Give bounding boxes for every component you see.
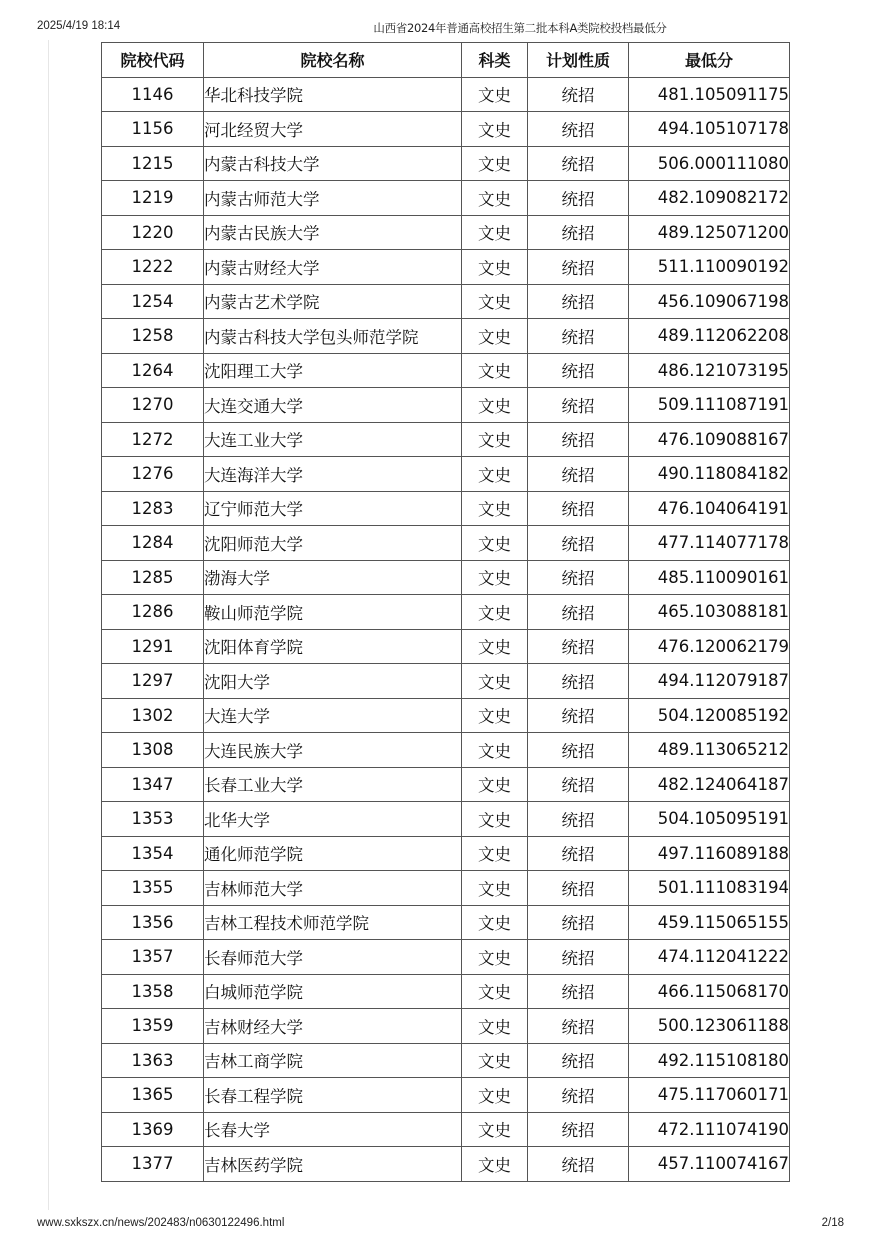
cell-name: 白城师范学院 xyxy=(204,974,462,1009)
cell-plan: 统招 xyxy=(528,388,629,423)
table-row xyxy=(102,560,790,595)
table-row xyxy=(102,250,790,285)
cell-plan: 统招 xyxy=(528,181,629,216)
cell-score: 466.115068170 xyxy=(629,974,790,1009)
table-row xyxy=(102,1009,790,1044)
cell-name: 大连民族大学 xyxy=(204,733,462,768)
cell-category: 文史 xyxy=(462,664,528,699)
cell-category: 文史 xyxy=(462,112,528,147)
cell-code: 1254 xyxy=(102,284,204,319)
cell-plan: 统招 xyxy=(528,1147,629,1182)
cell-name: 长春工程学院 xyxy=(204,1078,462,1113)
cell-category: 文史 xyxy=(462,595,528,630)
cell-score: 511.110090192 xyxy=(629,250,790,285)
cell-code: 1363 xyxy=(102,1043,204,1078)
cell-code: 1146 xyxy=(102,77,204,112)
cell-code: 1347 xyxy=(102,767,204,802)
table-row xyxy=(102,1112,790,1147)
cell-name: 通化师范学院 xyxy=(204,836,462,871)
cell-score: 476.120062179 xyxy=(629,629,790,664)
cell-category: 文史 xyxy=(462,1147,528,1182)
cell-plan: 统招 xyxy=(528,664,629,699)
table-row xyxy=(102,112,790,147)
margin-divider xyxy=(48,40,49,1210)
cell-category: 文史 xyxy=(462,388,528,423)
table-row xyxy=(102,215,790,250)
column-header-category: 科类 xyxy=(462,43,528,78)
cell-score: 476.109088167 xyxy=(629,422,790,457)
table-row xyxy=(102,457,790,492)
cell-category: 文史 xyxy=(462,353,528,388)
table-row xyxy=(102,595,790,630)
cell-plan: 统招 xyxy=(528,77,629,112)
cell-plan: 统招 xyxy=(528,250,629,285)
table-row xyxy=(102,181,790,216)
cell-category: 文史 xyxy=(462,871,528,906)
cell-plan: 统招 xyxy=(528,1112,629,1147)
cell-code: 1354 xyxy=(102,836,204,871)
cell-name: 长春工业大学 xyxy=(204,767,462,802)
cell-code: 1297 xyxy=(102,664,204,699)
cell-code: 1356 xyxy=(102,905,204,940)
cell-code: 1156 xyxy=(102,112,204,147)
cell-category: 文史 xyxy=(462,284,528,319)
cell-code: 1286 xyxy=(102,595,204,630)
cell-code: 1355 xyxy=(102,871,204,906)
column-header-code: 院校代码 xyxy=(102,43,204,78)
table-row xyxy=(102,767,790,802)
cell-code: 1285 xyxy=(102,560,204,595)
cell-name: 北华大学 xyxy=(204,802,462,837)
cell-score: 459.115065155 xyxy=(629,905,790,940)
cell-plan: 统招 xyxy=(528,353,629,388)
cell-plan: 统招 xyxy=(528,836,629,871)
cell-name: 内蒙古民族大学 xyxy=(204,215,462,250)
cell-category: 文史 xyxy=(462,181,528,216)
cell-code: 1359 xyxy=(102,1009,204,1044)
cell-name: 内蒙古师范大学 xyxy=(204,181,462,216)
cell-plan: 统招 xyxy=(528,1043,629,1078)
cell-name: 沈阳师范大学 xyxy=(204,526,462,561)
cell-plan: 统招 xyxy=(528,1009,629,1044)
cell-score: 489.125071200 xyxy=(629,215,790,250)
cell-score: 504.105095191 xyxy=(629,802,790,837)
cell-code: 1215 xyxy=(102,146,204,181)
table-row xyxy=(102,802,790,837)
cell-name: 沈阳体育学院 xyxy=(204,629,462,664)
cell-category: 文史 xyxy=(462,491,528,526)
cell-plan: 统招 xyxy=(528,284,629,319)
table-row xyxy=(102,698,790,733)
cell-score: 456.109067198 xyxy=(629,284,790,319)
table-row xyxy=(102,1147,790,1182)
cell-code: 1283 xyxy=(102,491,204,526)
cell-category: 文史 xyxy=(462,1112,528,1147)
cell-code: 1264 xyxy=(102,353,204,388)
cell-name: 渤海大学 xyxy=(204,560,462,595)
cell-score: 486.121073195 xyxy=(629,353,790,388)
table-row xyxy=(102,388,790,423)
table-row xyxy=(102,871,790,906)
cell-name: 吉林财经大学 xyxy=(204,1009,462,1044)
cell-plan: 统招 xyxy=(528,767,629,802)
cell-score: 472.111074190 xyxy=(629,1112,790,1147)
cell-score: 457.110074167 xyxy=(629,1147,790,1182)
cell-code: 1358 xyxy=(102,974,204,1009)
cell-category: 文史 xyxy=(462,974,528,1009)
cell-category: 文史 xyxy=(462,457,528,492)
cell-category: 文史 xyxy=(462,250,528,285)
cell-plan: 统招 xyxy=(528,733,629,768)
cell-score: 504.120085192 xyxy=(629,698,790,733)
cell-plan: 统招 xyxy=(528,1078,629,1113)
cell-category: 文史 xyxy=(462,1009,528,1044)
cell-code: 1369 xyxy=(102,1112,204,1147)
table-row xyxy=(102,836,790,871)
cell-plan: 统招 xyxy=(528,871,629,906)
cell-score: 494.112079187 xyxy=(629,664,790,699)
print-datetime: 2025/4/19 18:14 xyxy=(37,20,121,32)
column-header-name: 院校名称 xyxy=(204,43,462,78)
cell-category: 文史 xyxy=(462,560,528,595)
cell-name: 吉林医药学院 xyxy=(204,1147,462,1182)
cell-score: 482.109082172 xyxy=(629,181,790,216)
cell-category: 文史 xyxy=(462,526,528,561)
table-row xyxy=(102,284,790,319)
cell-name: 内蒙古科技大学包头师范学院 xyxy=(204,319,462,354)
cell-code: 1270 xyxy=(102,388,204,423)
cell-category: 文史 xyxy=(462,215,528,250)
cell-plan: 统招 xyxy=(528,974,629,1009)
table-row xyxy=(102,77,790,112)
column-header-score: 最低分 xyxy=(629,43,790,78)
cell-code: 1258 xyxy=(102,319,204,354)
cell-name: 鞍山师范学院 xyxy=(204,595,462,630)
table-row xyxy=(102,629,790,664)
cell-category: 文史 xyxy=(462,146,528,181)
cell-name: 内蒙古财经大学 xyxy=(204,250,462,285)
cell-score: 482.124064187 xyxy=(629,767,790,802)
cell-score: 489.113065212 xyxy=(629,733,790,768)
table-row xyxy=(102,319,790,354)
table-row xyxy=(102,1078,790,1113)
cell-plan: 统招 xyxy=(528,802,629,837)
cell-name: 河北经贸大学 xyxy=(204,112,462,147)
cell-category: 文史 xyxy=(462,836,528,871)
cell-plan: 统招 xyxy=(528,319,629,354)
cell-plan: 统招 xyxy=(528,629,629,664)
cell-name: 内蒙古科技大学 xyxy=(204,146,462,181)
cell-category: 文史 xyxy=(462,1078,528,1113)
cell-plan: 统招 xyxy=(528,112,629,147)
cell-plan: 统招 xyxy=(528,940,629,975)
cell-category: 文史 xyxy=(462,940,528,975)
cell-plan: 统招 xyxy=(528,422,629,457)
cell-plan: 统招 xyxy=(528,698,629,733)
admission-score-table xyxy=(101,42,790,1182)
cell-plan: 统招 xyxy=(528,146,629,181)
table-row xyxy=(102,940,790,975)
table-row xyxy=(102,733,790,768)
table-row xyxy=(102,974,790,1009)
cell-code: 1219 xyxy=(102,181,204,216)
cell-code: 1272 xyxy=(102,422,204,457)
column-header-plan: 计划性质 xyxy=(528,43,629,78)
cell-score: 485.110090161 xyxy=(629,560,790,595)
cell-category: 文史 xyxy=(462,802,528,837)
cell-plan: 统招 xyxy=(528,595,629,630)
cell-score: 494.105107178 xyxy=(629,112,790,147)
cell-code: 1365 xyxy=(102,1078,204,1113)
cell-code: 1357 xyxy=(102,940,204,975)
table-row xyxy=(102,526,790,561)
cell-code: 1291 xyxy=(102,629,204,664)
page-title: 山西省2024年普通高校招生第二批本科A类院校投档最低分 xyxy=(373,21,667,35)
cell-score: 465.103088181 xyxy=(629,595,790,630)
cell-category: 文史 xyxy=(462,77,528,112)
cell-plan: 统招 xyxy=(528,457,629,492)
cell-name: 大连工业大学 xyxy=(204,422,462,457)
cell-code: 1284 xyxy=(102,526,204,561)
cell-score: 474.112041222 xyxy=(629,940,790,975)
table-row xyxy=(102,353,790,388)
cell-name: 吉林工商学院 xyxy=(204,1043,462,1078)
table-header-row xyxy=(102,43,790,78)
table-row xyxy=(102,491,790,526)
cell-category: 文史 xyxy=(462,905,528,940)
cell-code: 1353 xyxy=(102,802,204,837)
table-row xyxy=(102,664,790,699)
cell-code: 1308 xyxy=(102,733,204,768)
cell-code: 1276 xyxy=(102,457,204,492)
page-number: 2/18 xyxy=(821,1217,844,1229)
cell-name: 华北科技学院 xyxy=(204,77,462,112)
cell-name: 大连海洋大学 xyxy=(204,457,462,492)
cell-code: 1302 xyxy=(102,698,204,733)
table-row xyxy=(102,422,790,457)
cell-category: 文史 xyxy=(462,319,528,354)
cell-score: 476.104064191 xyxy=(629,491,790,526)
cell-name: 辽宁师范大学 xyxy=(204,491,462,526)
table-row xyxy=(102,146,790,181)
cell-name: 沈阳大学 xyxy=(204,664,462,699)
cell-score: 490.118084182 xyxy=(629,457,790,492)
cell-name: 吉林师范大学 xyxy=(204,871,462,906)
cell-plan: 统招 xyxy=(528,491,629,526)
cell-category: 文史 xyxy=(462,767,528,802)
cell-name: 大连大学 xyxy=(204,698,462,733)
cell-name: 吉林工程技术师范学院 xyxy=(204,905,462,940)
page-url: www.sxkszx.cn/news/202483/n0630122496.html xyxy=(37,1217,285,1229)
cell-score: 501.111083194 xyxy=(629,871,790,906)
cell-category: 文史 xyxy=(462,1043,528,1078)
cell-plan: 统招 xyxy=(528,560,629,595)
cell-name: 长春师范大学 xyxy=(204,940,462,975)
cell-plan: 统招 xyxy=(528,215,629,250)
cell-category: 文史 xyxy=(462,629,528,664)
cell-code: 1220 xyxy=(102,215,204,250)
cell-code: 1377 xyxy=(102,1147,204,1182)
cell-plan: 统招 xyxy=(528,905,629,940)
cell-score: 481.105091175 xyxy=(629,77,790,112)
cell-code: 1222 xyxy=(102,250,204,285)
cell-score: 475.117060171 xyxy=(629,1078,790,1113)
cell-category: 文史 xyxy=(462,698,528,733)
cell-score: 489.112062208 xyxy=(629,319,790,354)
cell-category: 文史 xyxy=(462,733,528,768)
cell-name: 大连交通大学 xyxy=(204,388,462,423)
cell-score: 497.116089188 xyxy=(629,836,790,871)
cell-name: 长春大学 xyxy=(204,1112,462,1147)
table-row xyxy=(102,1043,790,1078)
cell-plan: 统招 xyxy=(528,526,629,561)
cell-score: 509.111087191 xyxy=(629,388,790,423)
cell-category: 文史 xyxy=(462,422,528,457)
cell-score: 500.123061188 xyxy=(629,1009,790,1044)
cell-name: 沈阳理工大学 xyxy=(204,353,462,388)
table-body xyxy=(102,77,790,1181)
cell-score: 492.115108180 xyxy=(629,1043,790,1078)
cell-score: 506.000111080 xyxy=(629,146,790,181)
cell-name: 内蒙古艺术学院 xyxy=(204,284,462,319)
table-row xyxy=(102,905,790,940)
cell-score: 477.114077178 xyxy=(629,526,790,561)
